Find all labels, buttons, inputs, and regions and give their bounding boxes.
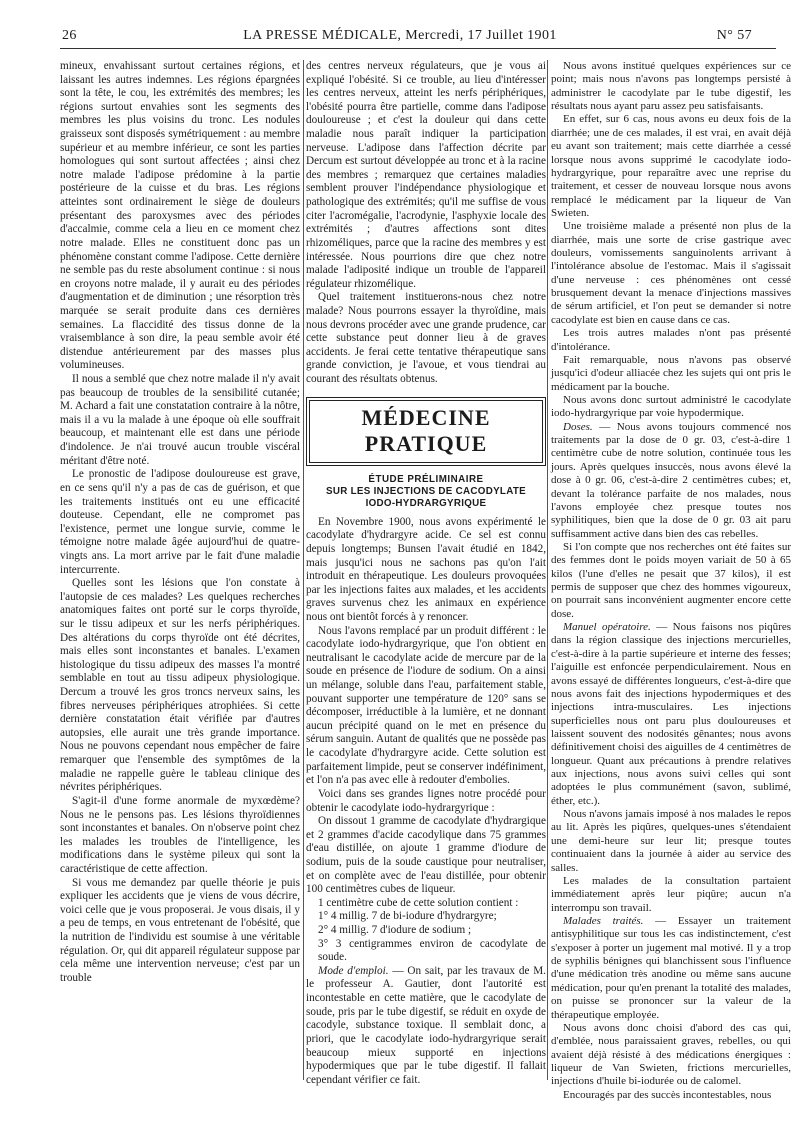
paragraph: Si vous me demandez par quelle théorie je puis expliquer les accidents que je viens de vous décrire, voici celle que je vous proposerai. Je vous disais, il y a peu de temps, en vous entretenant de l'obésité, que la nutrition de l'individu est soumise à une véritable régulation. Or, qui dit appareil régulateur suppose par cela même une intervention nerveuse; c'est par un trouble: [60, 876, 300, 984]
paragraph: S'agit-il d'une forme anormale de myxœdème? Nous ne le pensons pas. Les lésions thyroïdiennes sont inconstantes et banales. On n'observe point chez les malades les troubles de l'intelligence, les modifications dans le système pileux qui sont la caractéristique de cette affection.: [60, 794, 300, 875]
column-divider: [547, 60, 548, 1080]
paragraph: En Novembre 1900, nous avons expérimenté le cacodylate d'hydrargyre acide. Ce sel est connu depuis longtemps; Bunsen l'avait étudié en 1842, mais jusqu'ici nous ne sachons pas qu'on l'ait introduit en thérapeutique. Les douleurs provoquées par les injections faites aux malades, et les accidents graves survenus chez les animaux en expérience nous ont bientôt forcés à y renoncer.: [306, 515, 546, 623]
paragraph: 1 centimètre cube de cette solution contient :: [318, 896, 519, 909]
paragraph: mineux, envahissant surtout certaines régions, et laissant les autres indemnes. Les régions épargnées sont la tête, le cou, les extrémités des membres; les régions surtout envahies sont les segments des membres les plus voisins du tronc. Les nodules graisseux sont disposés symétriquement : au membre supérieur et au membre inférieur, ce sont les parties homologues qui sont surtout affectées ; ainsi chez notre malade l'adipose prédomine à la partie postérieure de la cuisse et du bras. Les régions atteintes sont ordinairement le siège de douleurs présentant des paroxysmes avec des périodes d'accalmie, comme cela a lieu en ce moment chez notre malade. Elles ne constituent donc pas un phénomène constant comme l'adipose. Cette dernière ne semble pas du reste absolument continue : si nous en croyons notre malade, il y aurait eu des périodes d'augmentation et de diminution ; une résorption très marquée se serait produite dans ces dernières semaines. La flaccidité des tissus donne de la vraisemblance à son dire, la peau semble avoir été distendue antérieurement par des masses plus volumineuses.: [60, 60, 300, 372]
paragraph-body: — Nous faisons nos piqûres dans la région classique des injections mercurielles, c'est-à-dire à la partie supérieure et interne des fesses; l'aiguille est enfoncée perpendiculairement. Nous en avons essayé de différentes longueurs, c'est-à-dire que nous avons fait des injections hypodermiques et des injections intra-musculaires. Les injections superficielles nous ont paru plus douloureuses et laissent souvent des nodosités gênantes; nous avons définitivement choisi des aiguilles de 4 centimètres de longueur. Quant aux précautions à prendre relatives aux injections, nous avons suivi celles qui sont adoptées le plus communément (savon, sublimé, éther, etc.).: [551, 621, 791, 807]
paragraph: Encouragés par des succès incontestables, nous: [563, 1088, 772, 1101]
section-title: MÉDECINE PRATIQUE: [309, 400, 543, 463]
article-heading: SUR LES INJECTIONS DE CACODYLATE: [326, 485, 526, 497]
paragraph: Fait remarquable, nous n'avons pas observé jusqu'ici d'odeur alliacée chez les sujets qui ont pris le médicament par la bouche.: [551, 353, 791, 393]
list-item: 3° 3 centigrammes environ de cacodylate de soude.: [318, 937, 546, 964]
paragraph: Si l'on compte que nos recherches ont été faites sur des femmes dont le poids moyen variait de 50 à 65 kilos (l'une d'elles ne pesait que 37 kilos), il est permis de supposer que chez des hommes vigoureux, on pourrait sans inconvénient augmenter encore cette dose.: [551, 540, 791, 620]
paragraph: Le pronostic de l'adipose douloureuse est grave, en ce sens qu'il n'y a pas de cas de guérison, et que les traitements institués ont eu une efficacité douteuse. Cependant, elle ne compromet pas l'existence, permet une longue survie, comme le témoigne notre malade âgée aujourd'hui de quatre-vingts ans. La mort arrive par le fait d'une maladie intercurrente.: [60, 468, 300, 576]
paragraph: On dissout 1 gramme de cacodylate d'hydrargique et 2 grammes d'acide cacodylique dans 75 grammes d'eau distillée, on ajoute 1 gramme d'iodure de sodium, puis de la soude caustique pour neutraliser, et on complète avec de l'eau distillée, pour obtenir 100 centimètres cubes de liqueur.: [306, 815, 546, 896]
paragraph-lead: Manuel opératoire.: [563, 621, 651, 634]
paragraph: Une troisième malade a présenté non plus de la diarrhée, mais une sorte de crise gastrique avec douleurs, vomissements sanguinolents arrivant à l'intolérance absolue de l'estomac. Mais il s'agissait d'une nerveuse : ces phénomènes ont cessé brusquement devant la menace d'injections massives de sérum artificiel, et l'on peut se demander si notre cacodylate est bien en cause dans ce cas.: [551, 220, 791, 326]
page-number: 26: [62, 28, 77, 43]
paragraph-lead: Doses.: [563, 420, 593, 433]
list-item: 2° 4 millig. 7 d'iodure de sodium ;: [318, 924, 472, 937]
paragraph: [551, 621, 791, 808]
paragraph-body: — Nous avons toujours commencé nos traitements par la dose de 0 gr. 03, c'est-à-dire 1 centimètre cube de notre solution, continuée tous les jours. Après quelques insuccès, nous avons élevé la dose à 0 gr. 06, c'est-à-dire 2 centimètres cubes; et, devant la tolérance parfaite de nos malades, nous l'avons employée chez presque toutes nos syphilitiques, bien que la dose de 0 gr. 03 ait paru suffisamment active dans bien des cas rebelles.: [551, 420, 791, 540]
paragraph: Quel traitement instituerons-nous chez notre malade? Nous pourrons essayer la thyroïdine, mais nous devrons procéder avec une grande prudence, car cette substance peut donner lieu à de graves accidents. Je ferai cette tentative thérapeutique sans grande conviction, je l'avoue, et vous tiendrai au courant des résultats obtenus.: [306, 291, 546, 386]
paragraph: Quelles sont les lésions que l'on constate à l'autopsie de ces malades? Les quelques recherches anatomiques faites ont porté sur le corps thyroïde, sur le tissu adipeux et sur les nerfs périphériques. Des altérations du corps thyroïde ont été décrites, mais elles sont inconstantes et banales. L'examen histologique du tissu adipeux des masses l'a montré semblable en tout au tissu adipeux physiologique. Dercum a trouvé les gros troncs nerveux sains, les fibres nerveuses périphériques atrophiées. Si cette dernière constatation était vérifiée par d'autres autopsies, elle aurait une très grande importance. Nous ne pouvons cependant nous empêcher de faire remarquer que l'ensemble des symptômes de la maladie ne rappelle guère le tableau clinique des névrites périphériques.: [60, 577, 300, 794]
column-right: [551, 60, 791, 1102]
paragraph-lead: Malades traités.: [563, 915, 644, 927]
column-divider: [303, 60, 304, 1080]
list-item: 1° 4 millig. 7 de bi-iodure d'hydrargyre;: [318, 910, 497, 923]
paragraph-body: — On sait, par les travaux de M. le professeur A. Gautier, dont l'autorité est incontestable en cette matière, que le cacodylate de soude, pris par le tube digestif, se réduit en oxyde de cacodyle, substance toxique. Il semblait donc, a priori, que le cacodylate iodo-hydrargyrique serait beaucoup mieux supporté en injections hypodermiques que par le tube digestif. Il fallait cependant vérifier ce fait.: [306, 964, 546, 1086]
paragraph: [551, 421, 791, 541]
paragraph: Nous l'avons remplacé par un produit différent : le cacodylate iodo-hydrargyrique, que l'on obtient en neutralisant le cacodylate acide de mercure par de la soude en présence de l'iodure de sodium. On a ainsi un mélange, soluble dans l'eau, parfaitement stable, pouvant supporter une température de 120° sans se décomposer, irréductible à la lumière, et ne donnant aucun précipité quand on le met en présence du sérum sanguin. Autant de qualités que ne possède pas le cacodylate d'hydrargyre acide. Cette solution est parfaitement limpide, peut se conserver indéfiniment, et l'on n'a pas avec elle à redouter d'embolies.: [306, 624, 546, 787]
paragraph: Nous n'avons jamais imposé à nos malades le repos au lit. Après les piqûres, quelques-unes s'étendaient une demi-heure sur leur lit; presque toutes continuaient dans la journée à aider au service des salles.: [551, 808, 791, 874]
article-heading: ÉTUDE PRÉLIMINAIRE: [368, 474, 484, 486]
paragraph: En effet, sur 6 cas, nous avons eu deux fois de la diarrhée; une de ces malades, il est vrai, en avait déjà eu avant son traitement; mais cette diarrhée a cessé lorsque nous avons supprimé le cacodylate iodo-hydrargyrique, pour reparaître avec une reprise du traitement, et cesser de nouveau lorsque nous avons remplacé le médicament par la liqueur de Van Swieten.: [551, 113, 791, 219]
page-header: [40, 24, 760, 48]
section-title-box: [306, 397, 546, 466]
paragraph: Voici dans ses grandes lignes notre procédé pour obtenir le cacodylate iodo-hydrargyrique :: [306, 787, 546, 814]
column-left: [60, 60, 300, 985]
paragraph: des centres nerveux régulateurs, que je vous ai expliqué l'obésité. Si ce trouble, au lieu d'intéresser les centres nerveux, atteint les nerfs périphériques, l'obésité pourra être partielle, comme dans l'adipose douloureuse ; et c'est la douleur qui dans cette maladie nous paraît indiquer la participation nerveuse. L'adipose dans l'affection décrite par Dercum est surtout développée au tronc et à la racine des membres ; remarquez que certaines maladies semblent prouver l'indépendance physiologique et pathologique des extrémités; qu'il me suffise de vous citer l'acromégalie, l'acrodynie, l'asphyxie locale des extrémités ; d'autres affections sont dites rhizoméliques, parce que la racine des membres y est intéressée. Nous pourrions dire que chez notre malade l'adiposité indique un trouble de l'appareil régulateur rhizomélique.: [306, 60, 546, 290]
paragraph: Nous avons donc surtout administré le cacodylate iodo-hydrargyrique par voie hypodermique.: [551, 393, 791, 420]
paragraph-body: — Essayer un traitement antisyphilitique sur tous les cas indistinctement, c'est s'exposer à porter un jugement mal motivé. Il y a trop de syphilis bénignes qui blanchissent sous l'influence d'une médication très anodine ou même sans aucune médication, pour qu'en prenant la totalité des malades, on puisse se prononcer sur la valeur de la thérapeutique employée.: [551, 915, 791, 1021]
paragraph: Les malades de la consultation partaient immédiatement après leur piqûre; aucun n'a interrompu son travail.: [551, 874, 791, 914]
header-rule: [60, 48, 776, 49]
paragraph: Nous avons donc choisi d'abord des cas qui, d'emblée, nous paraissaient graves, rebelles, ou qui avaient déjà résisté à des médications énergiques : liqueur de Van Swieten, frictions mercurielles, injections d'huile bi-iodurée ou de calomel.: [551, 1021, 791, 1088]
paragraph: Nous avons institué quelques expériences sur ce point; mais nous n'avons pas longtemps persisté à administrer le cacodylate par le tube digestif, les résultats nous ayant paru assez peu satisfaisants.: [551, 60, 791, 113]
column-middle: [306, 60, 546, 1087]
article-heading: IODO-HYDRARGYRIQUE: [365, 497, 487, 509]
paragraph: Les trois autres malades n'ont pas présenté d'intolérance.: [551, 327, 791, 353]
paragraph-lead: Mode d'emploi.: [318, 964, 389, 977]
issue-number: N° 57: [716, 28, 752, 43]
paragraph: Il nous a semblé que chez notre malade il n'y avait pas beaucoup de troubles de la sensibilité cutanée; M. Achard a fait une constatation contraire à la nôtre, mais il a vu la malade à une époque où elle souffrait beaucoup, et maintenant elle est dans une période d'indolence. Je n'ai trouvé aucun trouble viscéral méritant d'être noté.: [60, 373, 300, 467]
running-title: LA PRESSE MÉDICALE, Mercredi, 17 Juillet 1901: [243, 28, 557, 43]
paragraph: [306, 965, 546, 1087]
paragraph: [551, 915, 791, 1022]
